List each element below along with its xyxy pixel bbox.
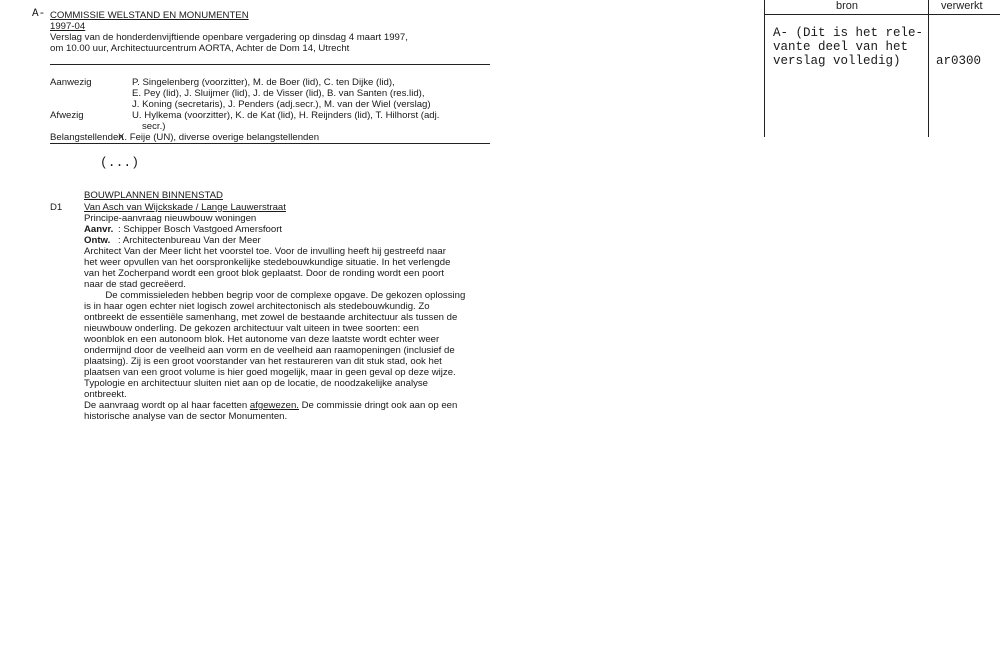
body-text-line: het weer opvullen van het oorspronkelijke stedebouwkundige situatie. In het verlengde — [84, 257, 451, 268]
body-text-line: ondermijnd door de veelheid aan vorm en de veelheid aan raamopeningen (inclusief de — [84, 345, 455, 356]
absent-line: secr.) — [142, 121, 166, 132]
meeting-description-line: om 10.00 uur, Architectuurcentrum AORTA, Achter de Dom 14, Utrecht — [50, 43, 350, 54]
document-title: COMMISSIE WELSTAND EN MONUMENTEN — [50, 10, 249, 21]
present-line: P. Singelenberg (voorzitter), M. de Boer (lid), C. ten Dijke (lid), — [132, 77, 395, 88]
source-cell-line: vante deel van het — [773, 40, 909, 54]
body-text-line: woonblok en een autonoom blok. Het autonome van deze laatste wordt echter weer — [84, 334, 440, 345]
applicant-label: Aanvr. — [84, 224, 114, 235]
body-text-line: plaatsen van een groot volume is hier goed mogelijk, maar in geen geval op deze wijze. — [84, 367, 456, 378]
body-text-line: nieuwbouw onderling. De gekozen architectuur valt uiteen in twee soorten: een — [84, 323, 419, 334]
decision-text: afgewezen. — [249, 400, 299, 411]
meeting-description-line: Verslag van de honderdenvijftiende openbare vergadering op dinsdag 4 maart 1997, — [50, 32, 408, 43]
body-text-line: ontbreekt de essentiële samenhang, met zowel de bestaande architectuur als tussen de — [84, 312, 458, 323]
interested-label: Belangstellenden — [50, 132, 124, 143]
attendance-divider — [50, 143, 490, 144]
body-text-line: is in haar ogen echter niet logisch zowel architectonisch als stedebouwkundig. Zo — [84, 301, 430, 312]
processed-cell: ar0300 — [936, 54, 982, 68]
conclusion-text: De aanvraag wordt op al haar facetten — [84, 400, 250, 411]
conclusion-text: De commissie dringt ook aan op een — [298, 400, 458, 411]
designer-label: Ontw. — [84, 235, 111, 246]
document-code: 1997-04 — [50, 21, 86, 32]
header-divider — [50, 64, 490, 65]
present-line: J. Koning (secretaris), J. Penders (adj.secr.), M. van der Wiel (verslag) — [132, 99, 431, 110]
source-cell-line: A- (Dit is het rele- — [773, 26, 924, 40]
body-text-line: Typologie en architectuur sluiten niet aan op de locatie, de noodzakelijke analyse — [84, 378, 429, 389]
table-left-border — [764, 0, 765, 137]
applicant-value: : Schipper Bosch Vastgoed Amersfoort — [118, 224, 283, 235]
table-column-divider — [928, 0, 929, 137]
table-header-divider — [764, 14, 1000, 15]
conclusion-line: historische analyse van de sector Monumenten. — [84, 411, 288, 422]
body-text-line: naar de stad gecreëerd. — [84, 279, 186, 290]
table-header-source: bron — [836, 0, 859, 12]
body-text-line: De commissieleden hebben begrip voor de complexe opgave. De gekozen oplossing — [84, 290, 466, 301]
absent-line: U. Hylkema (voorzitter), K. de Kat (lid), H. Reijnders (lid), T. Hilhorst (adj. — [132, 110, 440, 121]
item-code: D1 — [50, 202, 63, 213]
document-marker: A- — [32, 8, 46, 20]
project-title: Van Asch van Wijckskade / Lange Lauwerstraat — [84, 202, 286, 213]
interested-line: X. Feije (UN), diverse overige belangstellenden — [118, 132, 320, 143]
absent-label: Afwezig — [50, 110, 84, 121]
present-line: E. Pey (lid), J. Sluijmer (lid), J. de Visser (lid), B. van Santen (res.lid), — [132, 88, 425, 99]
conclusion-line — [84, 400, 457, 411]
body-text-line: Architect Van der Meer licht het voorstel toe. Voor de invulling heeft hij gestreefd naar — [84, 246, 446, 257]
omission-marker: (...) — [100, 155, 140, 170]
project-subtitle: Principe-aanvraag nieuwbouw woningen — [84, 213, 257, 224]
source-cell-line: verslag volledig) — [773, 54, 901, 68]
present-label: Aanwezig — [50, 77, 92, 88]
table-header-processed: verwerkt — [941, 0, 983, 12]
body-text-line: van het Zocherpand wordt een groot blok geplaatst. Door de ronding wordt een poort — [84, 268, 444, 279]
body-text-line: ontbreekt. — [84, 389, 127, 400]
section-heading: BOUWPLANNEN BINNENSTAD — [84, 190, 223, 201]
body-text-line: plaatsing). Zij is een groot voorstander van het restaureren van dit stuk stad, ook het — [84, 356, 442, 367]
designer-value: : Architectenbureau Van der Meer — [118, 235, 261, 246]
